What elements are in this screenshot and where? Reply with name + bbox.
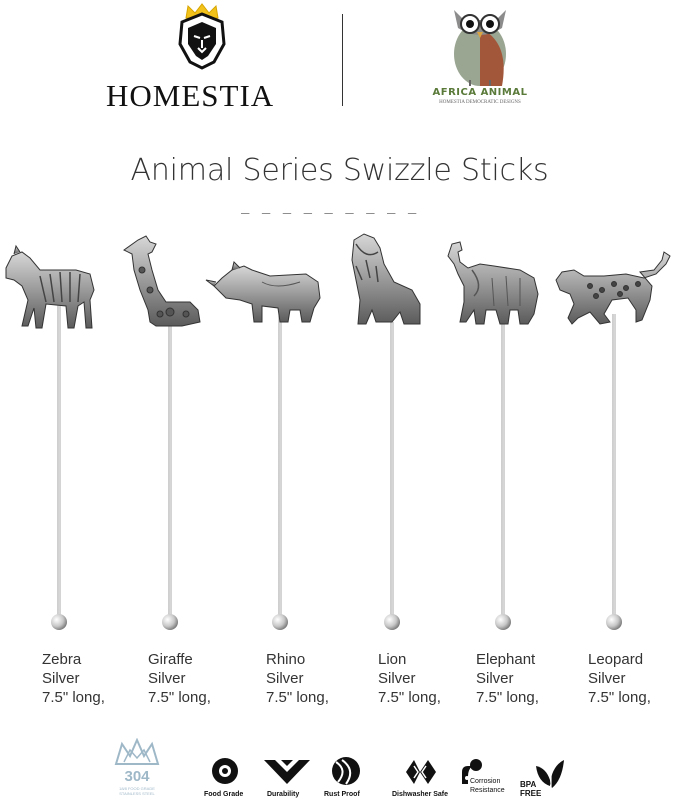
steel-crown-icon (112, 738, 162, 768)
rhino-figure-icon (206, 262, 320, 322)
product-animal: Leopard (588, 651, 644, 668)
product-finish: Silver (378, 670, 416, 687)
zebra-stick (6, 246, 94, 630)
food-grade-icon (209, 756, 241, 786)
product-animal: Rhino (266, 651, 306, 668)
product-animal: Lion (378, 651, 407, 668)
giraffe-figure-icon (124, 236, 200, 326)
lion-stick (352, 234, 420, 630)
product-label-giraffe (148, 650, 211, 707)
leopard-figure-icon (556, 252, 670, 324)
durability-icon (262, 756, 312, 786)
lion-logo-icon (174, 10, 230, 72)
product-animal: Zebra (42, 651, 82, 668)
steel-grade: 304 (124, 768, 150, 785)
durability-label: Durability (267, 791, 300, 798)
product-label-rhino (266, 650, 329, 707)
product-label-lion (378, 650, 441, 707)
product-label-zebra (42, 650, 105, 707)
partner-subtitle: HOMESTIA DEMOCRATIC DESIGNS (439, 100, 521, 105)
rust-proof-icon (328, 756, 364, 786)
product-length: 7.5" long, (476, 689, 539, 706)
product-length: 7.5" long, (148, 689, 211, 706)
title-underline: _ _ _ _ _ _ _ _ _ (241, 198, 419, 214)
corrosion-label-line1: Corrosion (470, 778, 501, 785)
bpa-label-line1: BPA (520, 780, 537, 789)
leopard-stick (556, 252, 670, 630)
giraffe-stick (124, 236, 200, 630)
corrosion-resistance-badge (456, 756, 512, 800)
product-length: 7.5" long, (588, 689, 651, 706)
bpa-label-line2: FREE (520, 789, 542, 798)
product-length: 7.5" long, (266, 689, 329, 706)
corrosion-label-line2: Resistance (470, 787, 505, 794)
product-finish: Silver (476, 670, 514, 687)
product-finish: Silver (148, 670, 186, 687)
durability-badge (262, 756, 312, 800)
product-finish: Silver (42, 670, 80, 687)
elephant-figure-icon (448, 242, 538, 324)
swizzle-sticks (0, 230, 679, 634)
rust-proof-badge (322, 756, 372, 800)
header-divider (342, 14, 343, 106)
dishwasher-safe-badge (392, 756, 454, 800)
owl-logo-icon (440, 2, 520, 88)
product-animal: Elephant (476, 651, 536, 668)
zebra-figure-icon (6, 246, 94, 328)
lion-figure-icon (352, 234, 420, 324)
product-length: 7.5" long, (42, 689, 105, 706)
food-grade-label: Food Grade (204, 791, 244, 798)
steel-304-badge (112, 738, 162, 800)
product-label-elephant (476, 650, 539, 707)
page-title: Animal Series Swizzle Sticks (130, 153, 549, 188)
product-animal: Giraffe (148, 651, 193, 668)
steel-text: 18/8 FOOD GRADE STAINLESS STEEL (119, 786, 155, 796)
product-length: 7.5" long, (378, 689, 441, 706)
partner-title: AFRICA ANIMAL (432, 87, 528, 98)
brand-name: HOMESTIA (106, 78, 275, 113)
rust-proof-label: Rust Proof (324, 791, 360, 798)
dishwasher-safe-icon (404, 756, 438, 786)
product-label-leopard (588, 650, 651, 707)
dishwasher-safe-label: Dishwasher Safe (392, 791, 449, 798)
product-finish: Silver (588, 670, 626, 687)
elephant-stick (448, 242, 538, 630)
food-grade-badge (204, 756, 246, 800)
product-finish: Silver (266, 670, 304, 687)
rhino-stick (206, 262, 320, 630)
bpa-free-badge (520, 756, 570, 800)
